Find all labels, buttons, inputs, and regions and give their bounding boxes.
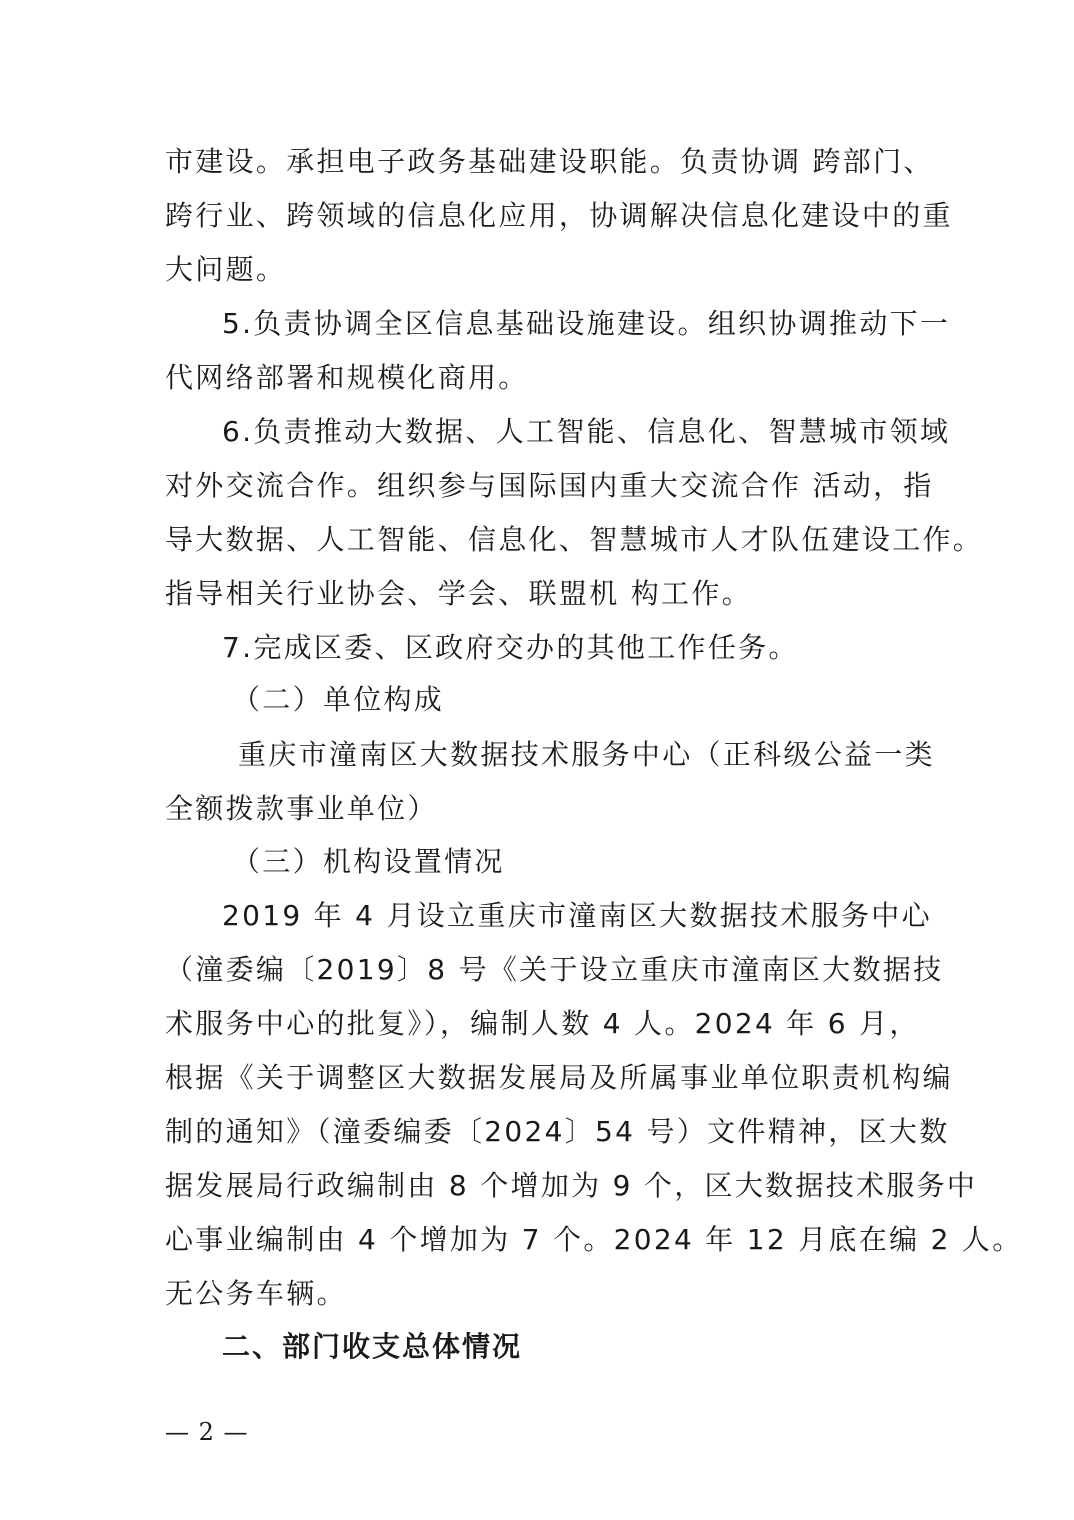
body-line: 根据《关于调整区大数据发展局及所属事业单位职责机构编 — [165, 1061, 953, 1094]
body-line: 无公务车辆。 — [165, 1277, 347, 1310]
body-line: （潼委编〔2019〕8 号《关于设立重庆市潼南区大数据技 — [165, 953, 944, 986]
page-number: — 2 — — [165, 1418, 249, 1446]
list-item-5: 5.负责协调全区信息基础设施建设。组织协调推动下一 — [222, 307, 951, 340]
body-line: 市建设。承担电子政务基础建设职能。负责协调 跨部门、 — [165, 145, 934, 178]
body-line: 制的通知》（潼委编委〔2024〕54 号）文件精神，区大数 — [165, 1115, 950, 1148]
section-title-organization: （三）机构设置情况 — [232, 845, 505, 878]
body-line: 据发展局行政编制由 8 个增加为 9 个，区大数据技术服务中 — [165, 1169, 978, 1202]
body-line: 跨行业、跨领域的信息化应用，协调解决信息化建设中的重 — [165, 199, 953, 232]
body-line: 心事业编制由 4 个增加为 7 个。2024 年 12 月底在编 2 人。 — [165, 1223, 1023, 1256]
body-line: 术服务中心的批复》），编制人数 4 人。2024 年 6 月， — [165, 1007, 920, 1040]
list-item-7: 7.完成区委、区政府交办的其他工作任务。 — [222, 631, 799, 664]
body-line: 2019 年 4 月设立重庆市潼南区大数据技术服务中心 — [222, 899, 932, 932]
list-item-6: 6.负责推动大数据、人工智能、信息化、智慧城市领域 — [222, 415, 951, 448]
body-line: 全额拨款事业单位） — [165, 792, 438, 825]
body-line: 指导相关行业协会、学会、联盟机 构工作。 — [165, 577, 752, 610]
body-line: 导大数据、人工智能、信息化、智慧城市人才队伍建设工作。 — [165, 523, 984, 556]
body-line: 大问题。 — [165, 253, 287, 286]
section-heading: 二、部门收支总体情况 — [222, 1330, 523, 1363]
body-line: 代网络部署和规模化商用。 — [165, 361, 529, 394]
section-title-unit-composition: （二）单位构成 — [232, 683, 445, 716]
body-line: 对外交流合作。组织参与国际国内重大交流合作 活动，指 — [165, 469, 934, 502]
body-line: 重庆市潼南区大数据技术服务中心（正科级公益一类 — [238, 738, 935, 771]
